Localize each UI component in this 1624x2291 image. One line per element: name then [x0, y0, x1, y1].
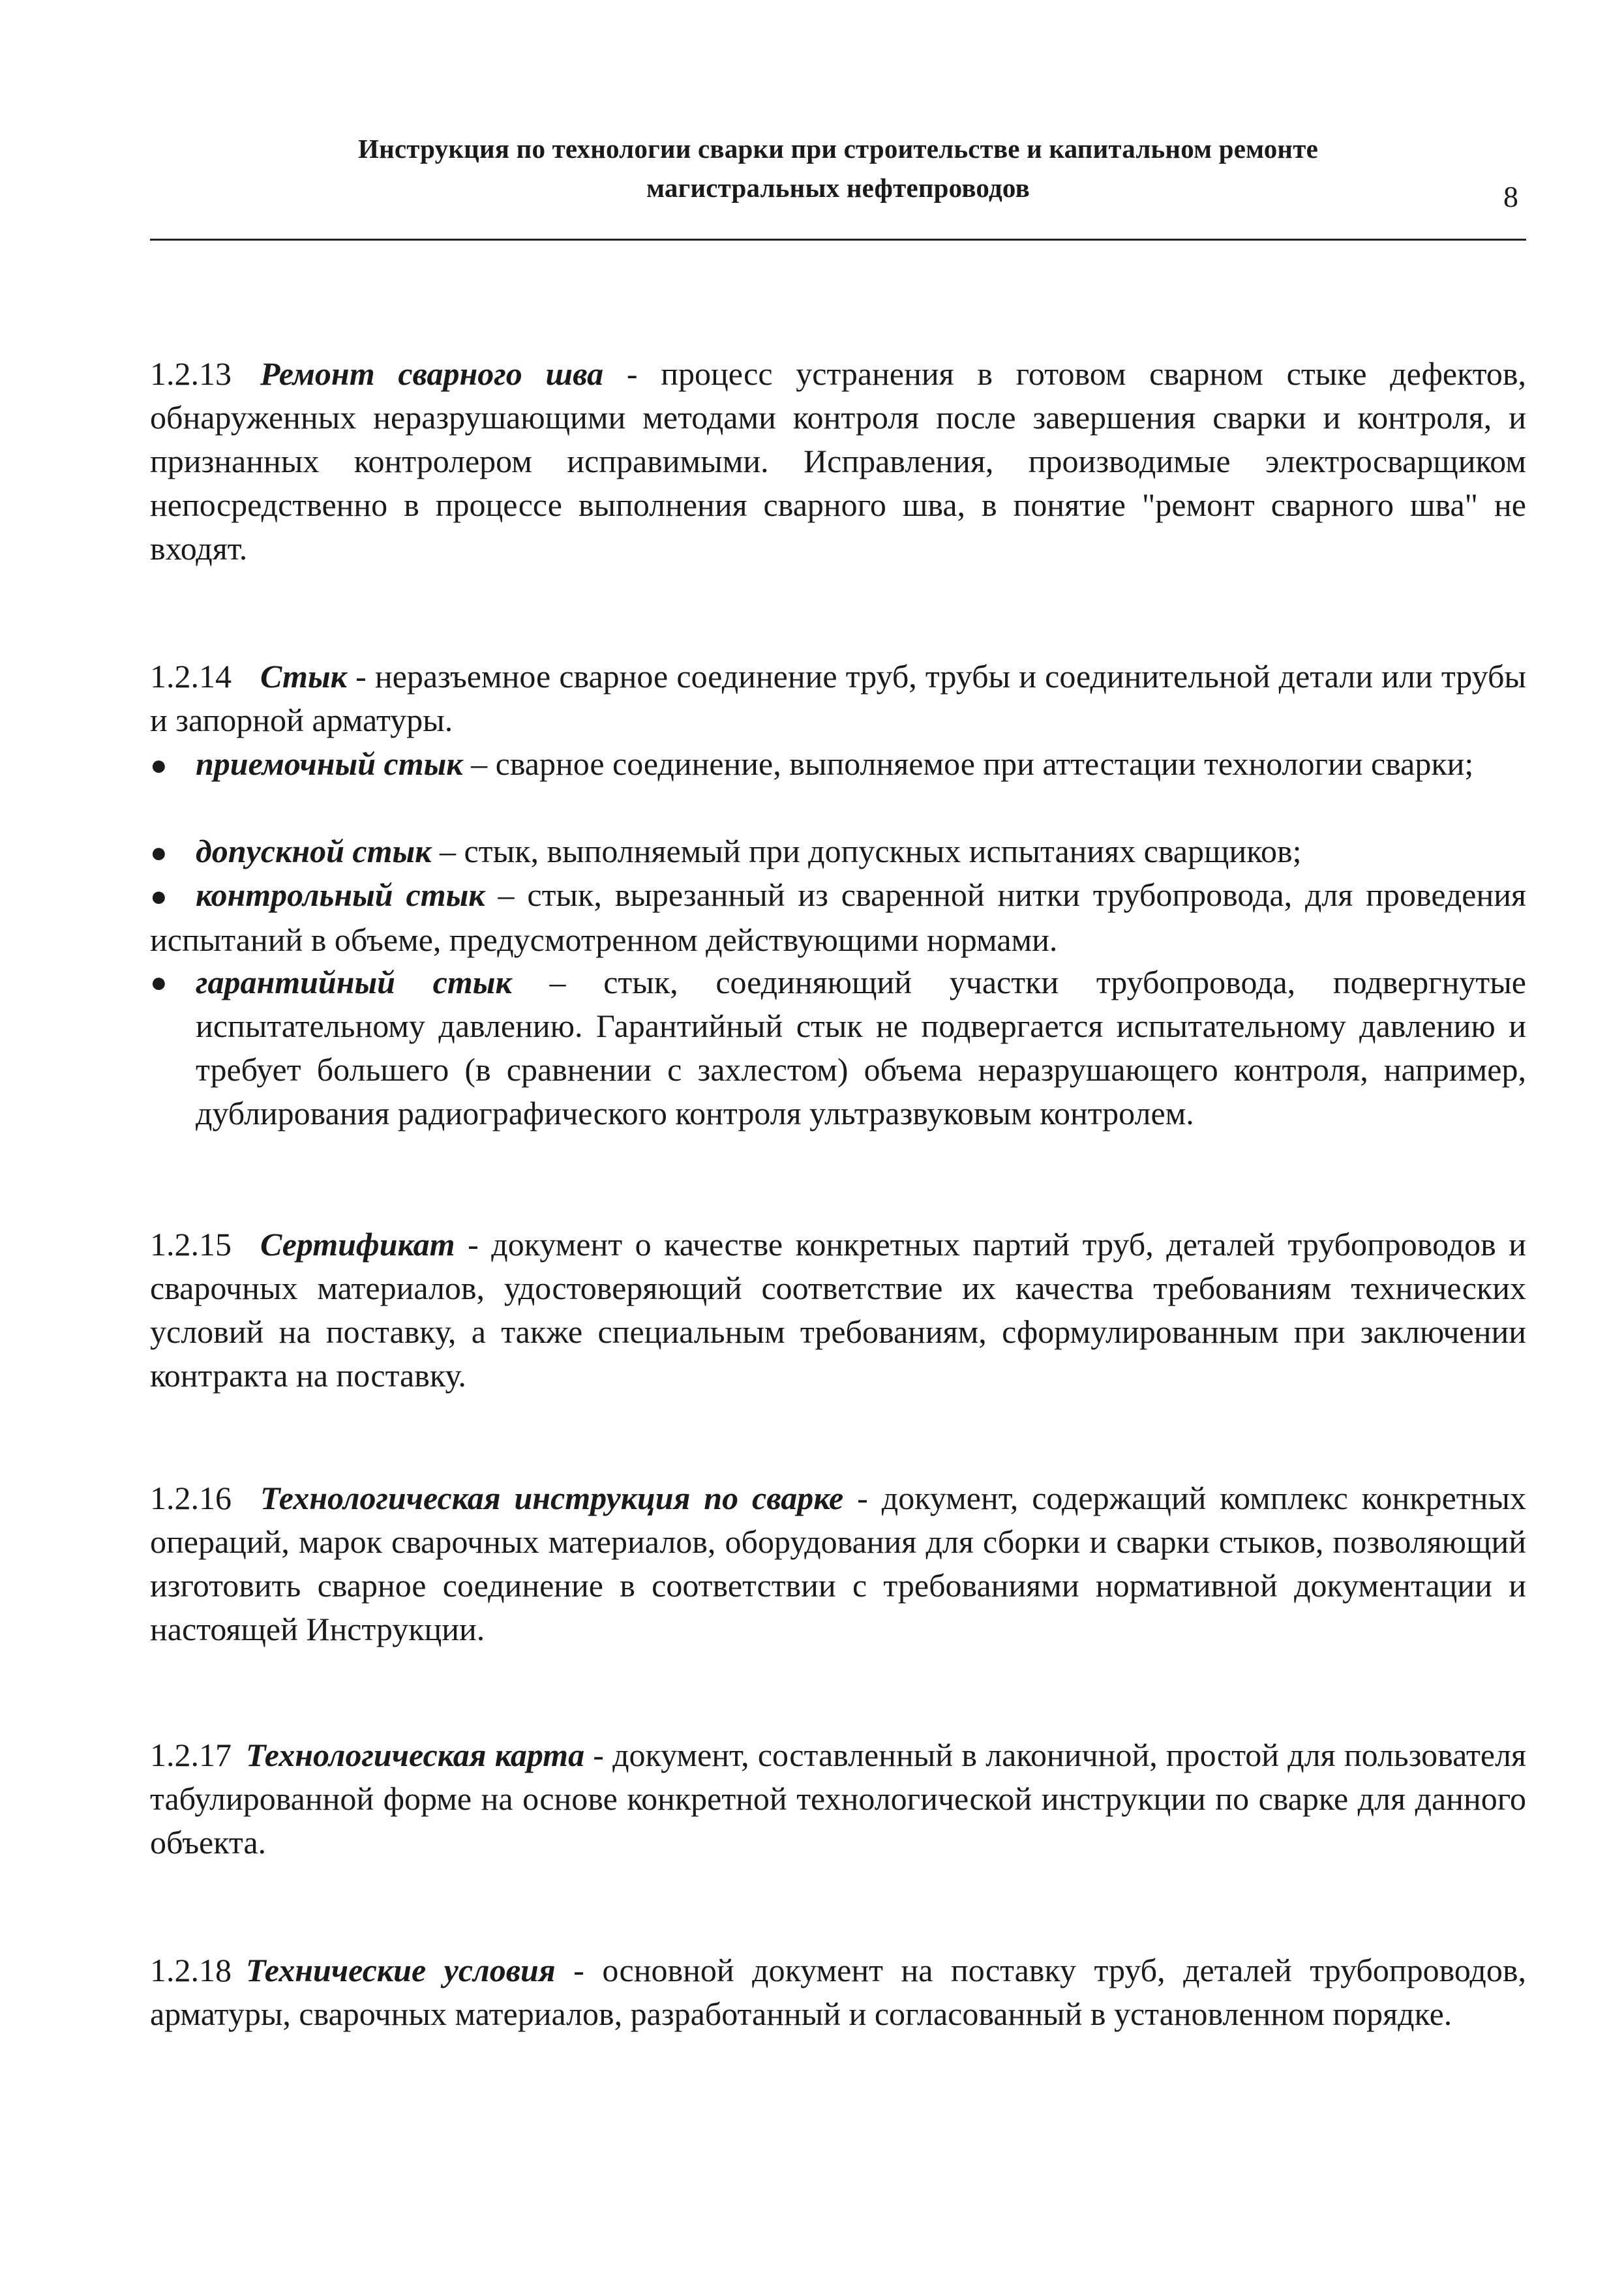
list-item: [150, 873, 1526, 962]
defined-term: приемочный стык: [196, 745, 463, 782]
clause-number: 1.2.17: [150, 1737, 232, 1773]
list-item-body: [196, 961, 1526, 1135]
header-divider: [150, 239, 1526, 241]
clause-number: 1.2.14: [150, 658, 232, 695]
list-item: [150, 742, 1526, 787]
defined-term: Технические условия: [246, 1952, 556, 1988]
page-header: [150, 129, 1526, 207]
definition-text: - процесс устранения в готовом сварном стыке дефектов, обнаруженных неразрушающими методами контроля после завершения сварки и контроля, и признанных контролером исправимыми. Исправления, производимые электросварщиком непосредственно в процессе выполнения сварного шва, в понятие "ремонт сварного шва" не входят.: [150, 355, 1527, 567]
defined-term: гарантийный стык: [196, 964, 512, 1000]
definition-1-2-16: [150, 1476, 1526, 1651]
definition-1-2-17: [150, 1733, 1526, 1864]
definition-text: - основной документ на поставку труб, деталей трубопроводов, арматуры, сварочных материалов, разработанный и согласованный в установленном порядке.: [150, 1952, 1526, 2032]
definition-text: – стык, вырезанный из сваренной нитки трубопровода, для проведения испытаний в объеме, предусмотренном действующими нормами.: [150, 876, 1526, 958]
definition-text: – стык, соединяющий участки трубопровода, подвергнутые испытательному давлению. Гарантийный стык не подвергается испытательному давлению и требует большего (в сравнении с захлестом) объема неразрушающего контроля, например, дублирования радиографического контроля ультразвуковым контролем.: [196, 964, 1527, 1131]
definition-1-2-13: [150, 352, 1526, 571]
definition-text: - неразъемное сварное соединение труб, трубы и соединительной детали или трубы и запорной арматуры.: [150, 658, 1526, 738]
bullet-icon: ●: [150, 966, 168, 998]
header-title-line1: Инструкция по технологии сварки при строительстве и капитальном ремонте: [358, 134, 1318, 164]
defined-term: Сертификат: [260, 1226, 455, 1263]
bullet-icon: ●: [150, 837, 168, 869]
defined-term: Технологическая карта: [246, 1737, 585, 1773]
clause-number: 1.2.16: [150, 1480, 232, 1516]
definition-1-2-18: [150, 1949, 1526, 2036]
bullet-icon: ●: [150, 749, 168, 781]
definition-text: - документ, содержащий комплекс конкретных операций, марок сварочных материалов, оборудования для сборки и сварки стыков, позволяющий изготовить сварное соединение в соответствии с требованиями нормативной документации и настоящей Инструкции.: [150, 1480, 1526, 1647]
page-number: 8: [1503, 180, 1518, 213]
definition-1-2-14: [150, 655, 1526, 742]
definition-text: – сварное соединение, выполняемое при аттестации технологии сварки;: [462, 745, 1474, 782]
definition-text: - документ о качестве конкретных партий труб, деталей трубопроводов и сварочных материалов, удостоверяющий соответствие их качества требованиям технических условий на поставку, а также специальным требованиям, сформулированным при заключении контракта на поставку.: [150, 1226, 1526, 1394]
definition-text: – стык, выполняемый при допускных испытаниях сварщиков;: [431, 833, 1302, 869]
defined-term: контрольный стык: [196, 876, 485, 913]
bullet-icon: ●: [150, 880, 168, 912]
list-item: [150, 961, 1526, 1135]
definition-1-2-15: [150, 1223, 1526, 1398]
definition-text: - документ, составленный в лаконичной, простой для пользователя табулированной форме на основе конкретной технологической инструкции по сварке для данного объекта.: [150, 1737, 1526, 1861]
clause-number: 1.2.18: [150, 1952, 232, 1988]
list-item: [150, 830, 1526, 875]
defined-term: Технологическая инструкция по сварке: [260, 1480, 844, 1516]
header-title-line2: магистральных нефтепроводов: [646, 173, 1030, 203]
defined-term: Стык: [260, 658, 347, 695]
defined-term: допускной стык: [196, 833, 432, 869]
clause-number: 1.2.15: [150, 1226, 232, 1263]
clause-number: 1.2.13: [150, 355, 232, 392]
defined-term: Ремонт сварного шва: [260, 355, 604, 392]
